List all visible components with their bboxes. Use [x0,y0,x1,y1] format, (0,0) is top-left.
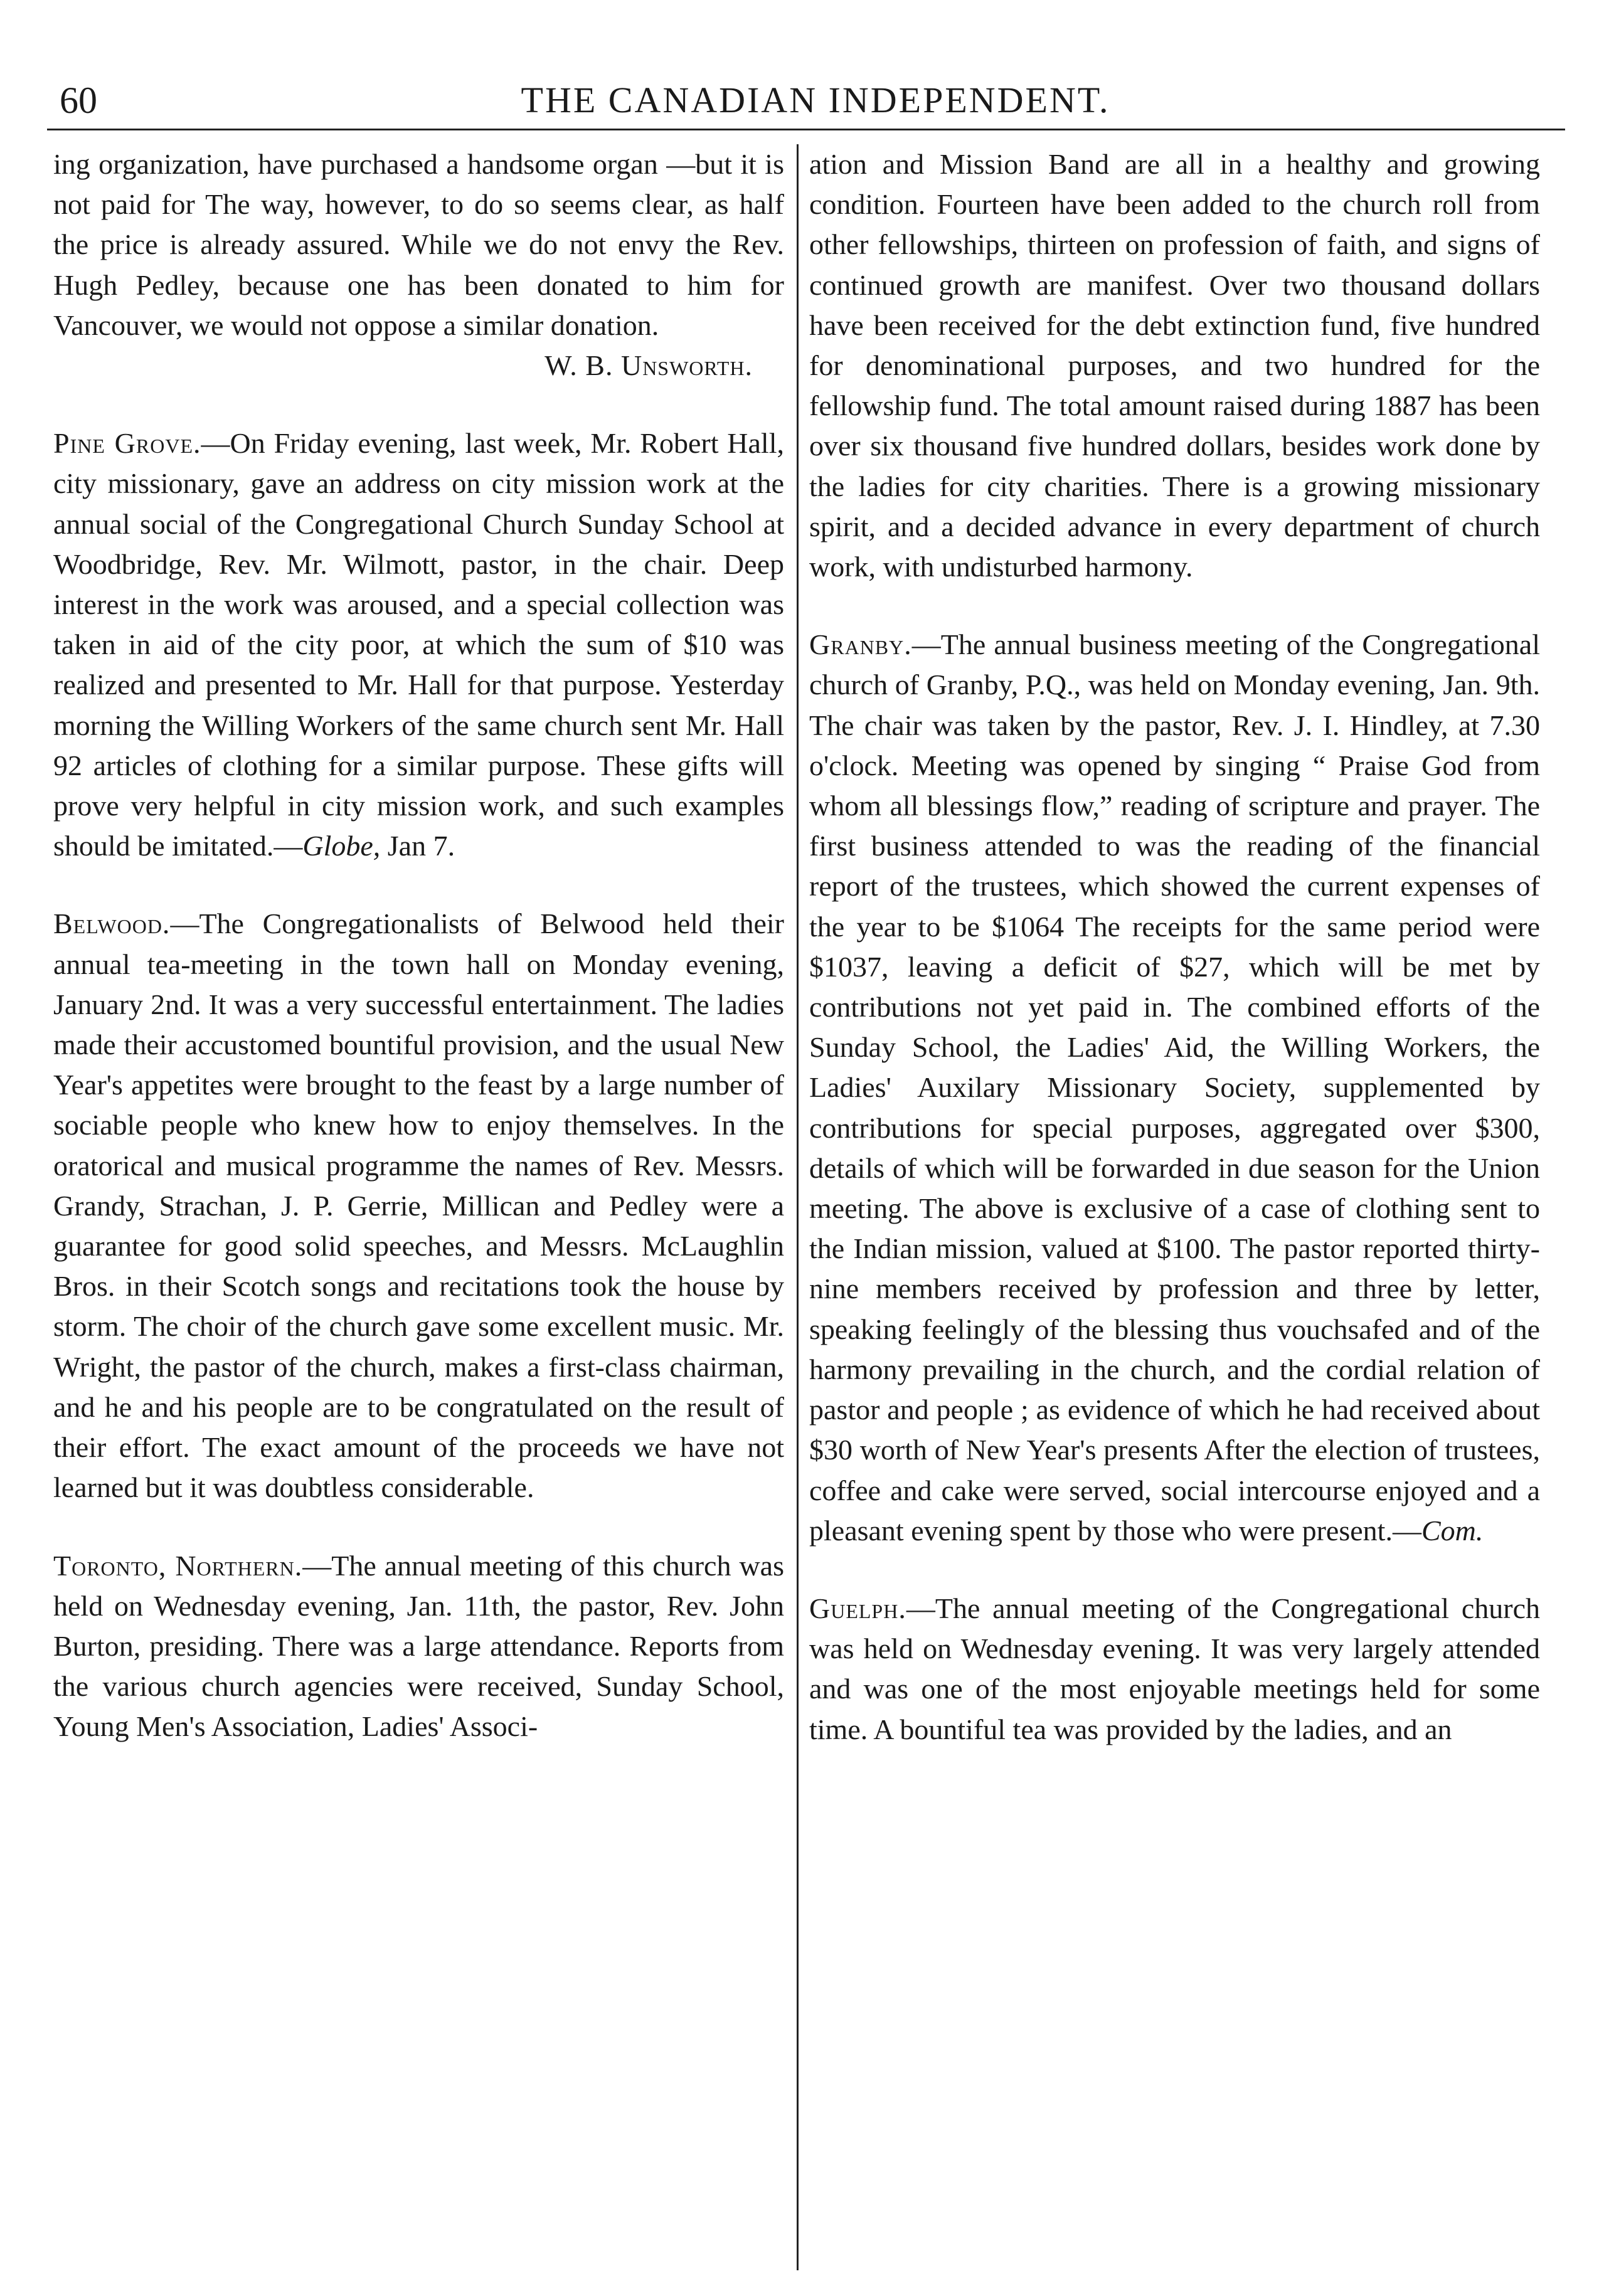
header-rule [47,129,1565,130]
article-heading: Toronto, Northern. [53,1549,303,1582]
article-heading: Granby. [809,628,912,661]
article-heading: Belwood. [53,907,171,940]
article-text: ation and Mission Band are all in a healthy and growing condition. Fourteen have been added to the church roll from other fellowships, thirteen on profession of faith, and signs of continued growth are manifest. Over two thousand dollars have been received for the debt extinction fund, five hundred for denominational purposes, and two hundred for the fellowship fund. The total amount raised during 1887 has been over six thousand five hundred dollars, besides work done by the ladies for city charities. There is a growing missionary spirit, and a decided advance in every department of church work, with undisturbed harmony. [809,148,1540,583]
article-text: —The annual meeting of the Congregational church was held on Wednesday evening. It was very largely attended and was one of the most enjoyable meetings held for some time. A bountiful tea was provided by the ladies, and an [809,1592,1540,1745]
page-header [60,75,1571,125]
article-belwood [53,904,784,1508]
page-number: 60 [60,80,97,121]
article-text: —The Congregationalists of Belwood held their annual tea-meeting in the town hall on Monday evening, January 2nd. It was a very successful entertainment. The ladies made their accustomed bountiful provision, and the usual New Year's appetites were brought to the feast by a large number of sociable people who knew how to enjoy themselves. In the oratorical and musical programme the names of Rev. Messrs. Grandy, Strachan, J. P. Gerrie, Millican and Pedley were a guarantee for good solid speeches, and Messrs. McLaughlin Bros. in their Scotch songs and recitations took the house by storm. The choir of the church gave some excellent music. Mr. Wright, the pastor of the church, makes a first-class chairman, and he and his people are to be congratulated on the result of their effort. The exact amount of the proceeds we have not learned but it was doubtless considerable. [53,907,784,1504]
article-pine-grove [53,423,784,866]
article-guelph [809,1589,1540,1750]
left-column [53,144,784,2264]
article-toronto-northern-continuation [809,144,1540,587]
article-source: Globe, [302,830,381,862]
signature: W. B. Unsworth. [544,349,753,382]
article-text: —The annual meeting of this church was held on Wednesday evening, Jan. 11th, the pastor, Rev. John Burton, presiding. There was a large attendance. Reports from the various church agencies were received, Sunday School, Young Men's Association, Ladies' Associ- [53,1549,784,1743]
article-heading: Pine Grove. [53,427,201,460]
article-toronto-northern [53,1546,784,1747]
article-text: —The annual business meeting of the Congregational church of Granby, P.Q., was held on Monday evening, Jan. 9th. The chair was taken by the pastor, Rev. J. I. Hindley, at 7.30 o'clock. Meeting was opened by singing “ Praise God from whom all blessings flow,” reading of scripture and prayer. The first business attended to was the reading of the financial report of the trustees, which showed the current expenses of the year to be $1064 The receipts for the same period were $1037, leaving a deficit of $27, which will be met by contributions not yet paid in. The combined efforts of the Sunday School, the Ladies' Aid, the Willing Workers, the Ladies' Auxilary Missionary Society, supplemented by contributions for special purposes, aggregated over $300, details of which will be forwarded in due season for the Union meeting. The above is exclusive of a case of clothing sent to the Indian mission, valued at $100. The pastor reported thirty-nine members received by profession and three by letter, speaking feelingly of the blessing thus vouchsafed and of the harmony prevailing in the church, and the cordial relation of pastor and people ; as evidence of which he had received about $30 worth of New Year's presents After the election of trustees, coffee and cake were served, social intercourse enjoyed and a pleasant evening spent by those who were present.— [809,628,1540,1547]
article-unsworth-continuation [53,144,784,346]
column-divider [797,144,799,2270]
article-granby [809,625,1540,1551]
article-source: Com. [1421,1514,1484,1547]
article-date: Jan 7. [380,830,455,862]
right-column [809,144,1540,2264]
article-text: —On Friday evening, last week, Mr. Robert Hall, city missionary, gave an address on city mission work at the annual social of the Congregational Church Sunday School at Woodbridge, Rev. Mr. Wilmott, pastor, in the chair. Deep interest in the work was aroused, and a special collection was taken in aid of the city poor, at which the sum of $10 was realized and presented to Mr. Hall for that purpose. Yesterday morning the Willing Workers of the same church sent Mr. Hall 92 articles of clothing for a similar purpose. These gifts will prove very helpful in city mission work, and such examples should be imitated.— [53,427,784,862]
journal-title: THE CANADIAN INDEPENDENT. [521,80,1110,120]
article-text: ing organization, have purchased a handsome organ —but it is not paid for The way, however, to do so seems clear, as half the price is already assured. While we do not envy the Rev. Hugh Pedley, because one has been donated to him for Vancouver, we would not oppose a similar donation. [53,148,784,341]
article-heading: Guelph. [809,1592,906,1624]
